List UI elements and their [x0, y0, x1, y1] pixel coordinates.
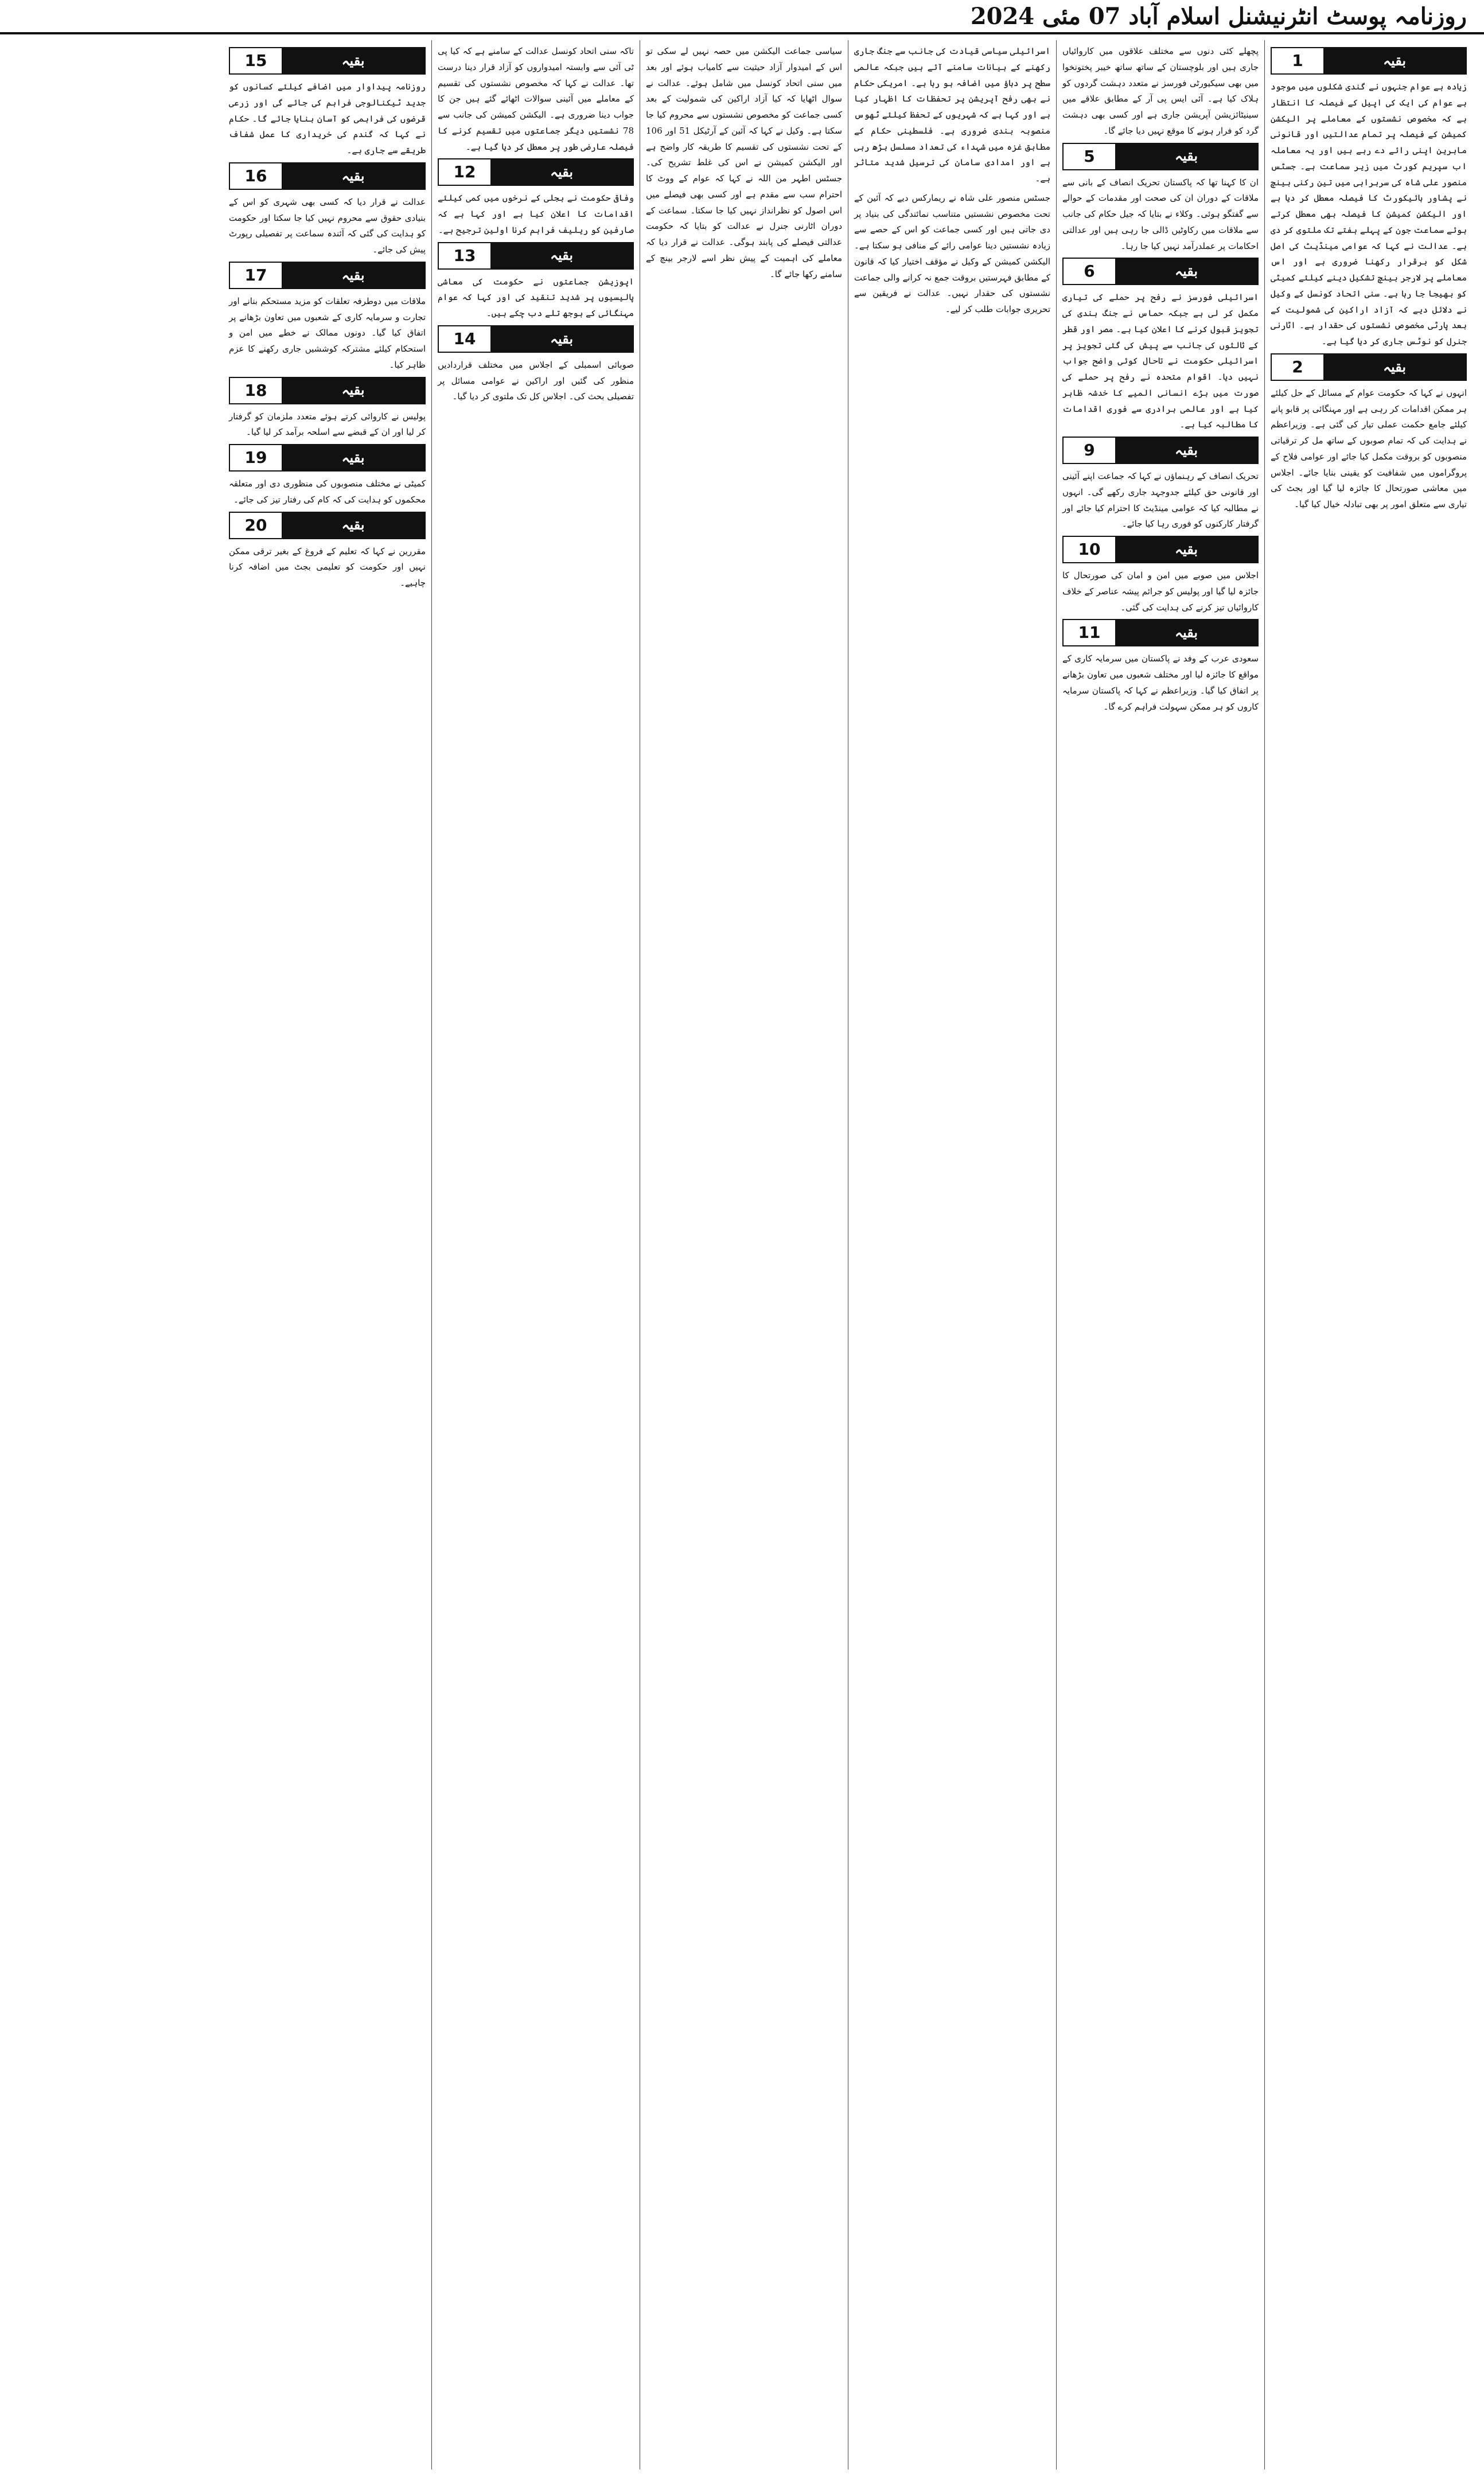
continuation-box — [1062, 258, 1259, 285]
article-block — [1062, 44, 1259, 139]
continuation-label: بقیہ — [490, 243, 633, 268]
continuation-label: بقیہ — [282, 378, 424, 403]
continuation-label: بقیہ — [1323, 48, 1466, 73]
article-block — [1062, 536, 1259, 615]
continuation-label: بقیہ — [1115, 438, 1257, 463]
article-block — [438, 158, 634, 238]
article-block — [229, 162, 426, 258]
article-text: تاکہ سنی اتحاد کونسل عدالت کے سامنے ہے کہ کیا پی ٹی آئی سے وابستہ امیدواروں کو آزاد قرار دینا درست تھا۔ عدالت نے کہا کہ مخصوص نشستوں کی تقسیم کے معاملے میں آئینی سوالات اٹھائے گئے ہیں جن کا جواب دینا ضروری ہے۔ الیکشن کمیشن کی جانب سے 78 نشستیں دیگر جماعتوں میں تقسیم کرنے کا فیصلہ عارضی طور پر معطل کر دیا گیا ہے۔ — [438, 46, 634, 152]
continuation-label: بقیہ — [282, 513, 424, 538]
continuation-box — [229, 47, 426, 75]
continuation-number: 18 — [230, 378, 282, 403]
article-block — [1062, 619, 1259, 715]
article-block — [229, 512, 426, 591]
newspaper-page — [11, 40, 1473, 2469]
continuation-label: بقیہ — [490, 159, 633, 185]
continuation-number: 20 — [230, 513, 282, 538]
continuation-label: بقیہ — [282, 263, 424, 288]
continuation-number: 17 — [230, 263, 282, 288]
continuation-label: بقیہ — [1115, 144, 1257, 169]
article-text: ان کا کہنا تھا کہ پاکستان تحریک انصاف کے بانی سے ملاقات کے دوران ان کی صحت اور مقدمات کے حوالے سے گفتگو ہوئی۔ وکلاء نے بتایا کہ جیل حکام کی جانب سے ملاقات میں رکاوٹیں ڈالی جا رہی ہیں اور عدالتی احکامات پر عملدرآمد نہیں کیا جا رہا۔ — [1062, 177, 1259, 251]
article-text: انہوں نے کہا کہ حکومت عوام کے مسائل کے حل کیلئے ہر ممکن اقدامات کر رہی ہے اور مہنگائی پر قابو پانے کیلئے جامع حکمت عملی تیار کی گئی ہے۔ وزیراعظم نے ہدایت کی کہ تمام صوبوں کے ساتھ مل کر ترقیاتی منصوبوں کو بروقت مکمل کیا جائے اور عوامی فلاح کے پروگراموں میں شفافیت کو یقینی بنایا جائے۔ اجلاس میں معاشی صورتحال کا جائزہ لیا گیا اور بجٹ کی تیاری سے متعلق امور پر بھی تبادلہ خیال کیا گیا۔ — [1271, 387, 1467, 509]
continuation-box — [1062, 619, 1259, 646]
article-block — [646, 44, 842, 282]
column-2 — [1056, 40, 1264, 2469]
article-block — [438, 242, 634, 322]
article-text: اسرائیلی فورسز نے رفح پر حملے کی تیاری مکمل کر لی ہے جبکہ حماس نے جنگ بندی کی تجویز قبول کرنے کا اعلان کیا ہے۔ مصر اور قطر کے ثالثوں کی جانب سے پیش کی گئی تجویز پر اسرائیلی حکومت نے تاحال کوئی واضح جواب نہیں دیا۔ اقوام متحدہ نے رفح پر حملے کی صورت میں بڑے انسانی المیے کا خدشہ ظاہر کیا ہے اور عالمی برادری سے فوری اقدامات کا مطالبہ کیا ہے۔ — [1062, 292, 1259, 430]
continuation-number: 15 — [230, 48, 282, 73]
article-block — [438, 325, 634, 405]
continuation-label: بقیہ — [282, 163, 424, 189]
article-block — [229, 444, 426, 508]
continuation-label: بقیہ — [1115, 537, 1257, 562]
column-5 — [431, 40, 640, 2469]
continuation-number: 12 — [439, 159, 490, 185]
article-text: وفاقی حکومت نے بجلی کے نرخوں میں کمی کیلئے اقدامات کا اعلان کیا ہے اور کہا ہے کہ صارفین کو ریلیف فراہم کرنا اولین ترجیح ہے۔ — [438, 193, 634, 235]
article-text: پچھلے کئی دنوں سے مختلف علاقوں میں کاروائیاں جاری ہیں اور بلوچستان کے ساتھ ساتھ خیبر پختونخوا میں بھی سیکیورٹی فورسز نے متعدد دہشت گردوں کو ہلاک کیا ہے۔ آئی ایس پی آر کے مطابق علاقے میں سینیٹائزیشن آپریشن جاری ہے اور کسی بھی دہشت گرد کو فرار ہونے کا موقع نہیں دیا جائے گا۔ — [1062, 46, 1259, 136]
article-text: روزنامہ پیداوار میں اضافے کیلئے کسانوں کو جدید ٹیکنالوجی فراہم کی جائے گی اور زرعی قرضوں کی فراہمی کو آسان بنایا جائے گا۔ حکام نے کہا کہ گندم کی خریداری کا عمل شفاف طریقے سے جاری ہے۔ — [229, 81, 426, 155]
article-text: کمیٹی نے مختلف منصوبوں کی منظوری دی اور متعلقہ محکموں کو ہدایت کی کہ کام کی رفتار تیز کی جائے۔ — [229, 478, 426, 505]
article-text: ملاقات میں دوطرفہ تعلقات کو مزید مستحکم بنانے اور تجارت و سرمایہ کاری کے شعبوں میں تعاون بڑھانے پر اتفاق کیا گیا۔ دونوں ممالک نے خطے میں امن و استحکام کیلئے مشترکہ کوششیں جاری رکھنے کا عزم ظاہر کیا۔ — [229, 295, 426, 370]
article-block — [438, 44, 634, 155]
continuation-label: بقیہ — [282, 445, 424, 470]
continuation-number: 1 — [1272, 48, 1323, 73]
continuation-box — [1062, 536, 1259, 563]
continuation-label: بقیہ — [282, 48, 424, 73]
continuation-box — [1271, 47, 1467, 75]
article-text: صوبائی اسمبلی کے اجلاس میں مختلف قراردادیں منظور کی گئیں اور اراکین نے عوامی مسائل پر تفصیلی بحث کی۔ اجلاس کل تک ملتوی کر دیا گیا۔ — [438, 359, 634, 402]
article-block — [229, 47, 426, 159]
column-3 — [848, 40, 1056, 2469]
article-text: عدالت نے قرار دیا کہ کسی بھی شہری کو اس کے بنیادی حقوق سے محروم نہیں کیا جا سکتا اور حکومت کو ہدایت کی گئی کہ آئندہ سماعت پر تفصیلی رپورٹ پیش کی جائے۔ — [229, 196, 426, 255]
article-block — [229, 262, 426, 373]
continuation-box — [1062, 437, 1259, 464]
article-block — [1271, 47, 1467, 350]
continuation-number: 9 — [1064, 438, 1115, 463]
continuation-number: 11 — [1064, 620, 1115, 645]
continuation-number: 16 — [230, 163, 282, 189]
continuation-box — [229, 377, 426, 404]
continuation-box — [438, 325, 634, 353]
article-block — [1062, 258, 1259, 433]
continuation-box — [229, 444, 426, 472]
continuation-box — [438, 242, 634, 270]
article-block — [229, 377, 426, 441]
column-4 — [640, 40, 848, 2469]
continuation-box — [1271, 353, 1467, 381]
article-text: تحریک انصاف کے رہنماؤں نے کہا کہ جماعت اپنے آئینی اور قانونی حق کیلئے جدوجہد جاری رکھے گی۔ انہوں نے مطالبہ کیا کہ عوامی مینڈیٹ کا احترام کیا جائے اور گرفتار کارکنوں کو فوری رہا کیا جائے۔ — [1062, 471, 1259, 529]
continuation-box — [438, 158, 634, 186]
article-text: اجلاس میں صوبے میں امن و امان کی صورتحال کا جائزہ لیا گیا اور پولیس کو جرائم پیشہ عناصر کے خلاف کاروائیاں تیز کرنے کی ہدایت کی گئی۔ — [1062, 570, 1259, 613]
article-text: سیاسی جماعت الیکشن میں حصہ نہیں لے سکی تو اس کے امیدوار آزاد حیثیت سے کامیاب ہوئے اور بعد میں سنی اتحاد کونسل میں شامل ہوئے۔ عدالت نے سوال اٹھایا کہ کیا آزاد اراکین کی شمولیت کے بعد کسی جماعت کو مخصوص نشستوں سے محروم کیا جا سکتا ہے۔ وکیل نے کہا کہ آئین کے آرٹیکل 51 اور 106 کے تحت نشستوں کی تقسیم کا طریقہ کار واضح ہے اور الیکشن کمیشن نے اس کی غلط تشریح کی۔ جسٹس اطہر من اللہ نے کہا کہ عوام کے ووٹ کا احترام سب سے مقدم ہے اور کسی بھی فیصلے میں اس اصول کو نظرانداز نہیں کیا جا سکتا۔ سماعت کے دوران اٹارنی جنرل نے عدالت کو بتایا کہ حکومت عدالتی فیصلے کی پابند ہوگی۔ عدالت نے قرار دیا کہ معاملے کی اہمیت کے پیش نظر اسے لارجر بینچ کے سامنے رکھا جائے گا۔ — [646, 46, 842, 279]
article-text: اپوزیشن جماعتوں نے حکومت کی معاشی پالیسیوں پر شدید تنقید کی اور کہا کہ عوام مہنگائی کے بوجھ تلے دب چکے ہیں۔ — [438, 276, 634, 318]
continuation-label: بقیہ — [1115, 259, 1257, 284]
continuation-label: بقیہ — [490, 326, 633, 352]
article-block — [1271, 353, 1467, 513]
article-text: سعودی عرب کے وفد نے پاکستان میں سرمایہ کاری کے مواقع کا جائزہ لیا اور مختلف شعبوں میں تعاون بڑھانے پر اتفاق کیا گیا۔ وزیراعظم نے کہا کہ پاکستان سرمایہ کاروں کو ہر ممکن سہولت فراہم کرے گا۔ — [1062, 653, 1259, 712]
article-text: زیادہ ہے عوام جنہوں نے گندی شکلوں میں موجود ہے عوام کی ایک کی اپیل کے فیصلہ کا انتظار ہے کہ مخصوص نشستوں کے معاملے پر الیکشن کمیشن کے فیصلہ پر تمام عدالتیں اور قانونی ماہرین اپنی رائے دے رہے ہیں اور یہ معاملہ اب سپریم کورٹ میں زیر سماعت ہے۔ جسٹس منصور علی شاہ کی سربراہی میں تین رکنی بینچ نے پشاور ہائیکورٹ کا فیصلہ معطل کر دیا ہے اور الیکشن کمیشن کا فیصلہ بھی معطل کرتے ہوئے سماعت جون کے پہلے ہفتے تک ملتوی کر دی ہے۔ عدالت نے کہا کہ عوامی مینڈیٹ کی اصل شکل کو برقرار رکھنا ضروری ہے اور اس معاملے پر لارجر بینچ تشکیل دینے کیلئے کمیٹی کو بھیجا جا رہا ہے۔ سنی اتحاد کونسل کے وکیل نے دلائل دیے کہ آزاد اراکین کی شمولیت کے بعد پارٹی مخصوص نشستوں کی حقدار ہے۔ اٹارنی جنرل کو نوٹس جاری کر دیا گیا ہے۔ — [1271, 81, 1467, 346]
column-6 — [223, 40, 431, 2469]
continuation-number: 10 — [1064, 537, 1115, 562]
newspaper-header: روزنامہ پوسٹ انٹرنیشنل اسلام آباد 07 مئی 2024 — [970, 2, 1467, 30]
continuation-box — [229, 262, 426, 289]
continuation-number: 5 — [1064, 144, 1115, 169]
continuation-label: بقیہ — [1115, 620, 1257, 645]
continuation-label: بقیہ — [1323, 354, 1466, 380]
continuation-box — [1062, 143, 1259, 170]
article-text: جسٹس منصور علی شاہ نے ریمارکس دیے کہ آئین کے تحت مخصوص نشستیں متناسب نمائندگی کی بنیاد پر دی جاتی ہیں اور کسی جماعت کو اس کے حصے سے زیادہ نشستیں دینا عوامی رائے کے منافی ہو سکتا ہے۔ الیکشن کمیشن کے وکیل نے مؤقف اختیار کیا کہ قانون کے مطابق فہرستیں بروقت جمع نہ کرانے والی جماعت نشستوں کی حقدار نہیں۔ عدالت نے فریقین سے تحریری جوابات طلب کر لیے۔ — [854, 192, 1050, 314]
article-text: پولیس نے کاروائی کرتے ہوئے متعدد ملزمان کو گرفتار کر لیا اور ان کے قبضے سے اسلحہ برآمد کر لیا گیا۔ — [229, 411, 426, 438]
continuation-number: 13 — [439, 243, 490, 268]
continuation-number: 14 — [439, 326, 490, 352]
article-text: مقررین نے کہا کہ تعلیم کے فروغ کے بغیر ترقی ممکن نہیں اور حکومت کو تعلیمی بجٹ میں اضافہ کرنا چاہیے۔ — [229, 546, 426, 588]
column-1 — [1264, 40, 1473, 2469]
article-block — [854, 190, 1050, 318]
continuation-box — [229, 512, 426, 539]
article-block — [854, 44, 1050, 187]
article-text: اسرائیلی سیاسی قیادت کی جانب سے جنگ جاری رکھنے کے بیانات سامنے آئے ہیں جبکہ عالمی سطح پر دباؤ میں اضافہ ہو رہا ہے۔ امریکی حکام نے بھی رفح آپریشن پر تحفظات کا اظہار کیا ہے اور کہا ہے کہ شہریوں کے تحفظ کیلئے ٹھوس منصوبہ بندی ضروری ہے۔ فلسطینی حکام کے مطابق غزہ میں شہداء کی تعداد مسلسل بڑھ رہی ہے اور امدادی سامان کی ترسیل شدید متاثر ہے۔ — [854, 46, 1050, 184]
continuation-number: 2 — [1272, 354, 1323, 380]
continuation-number: 6 — [1064, 259, 1115, 284]
continuation-number: 19 — [230, 445, 282, 470]
continuation-box — [229, 162, 426, 190]
article-block — [1062, 437, 1259, 532]
article-block — [1062, 143, 1259, 255]
masthead — [0, 0, 1484, 34]
